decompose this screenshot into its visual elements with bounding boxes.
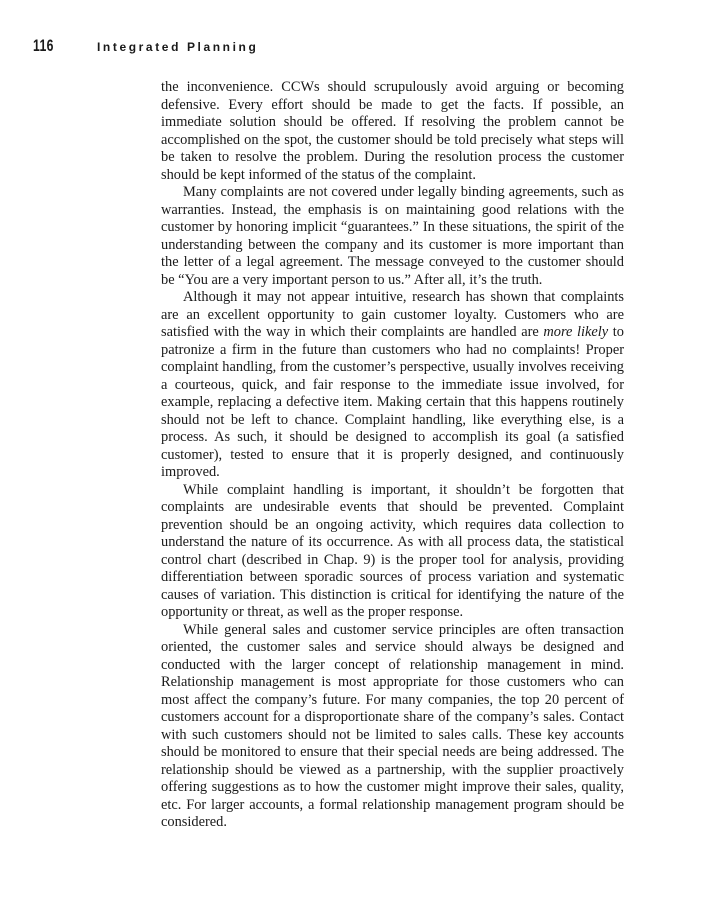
paragraph-5: While general sales and customer service principles are often transaction oriented, the customer sales and service should always be designed and conducted with the larger concept of relationship management in mind. Relationship management is most appropriate for those customers who can most affect the company’s future. For many companies, the top 20 percent of customers account for a disproportionate share of the company’s sales. Contact with such customers should not be limited to sales calls. These key accounts should be monitored to ensure that their special needs are being addressed. The relationship should be viewed as a partnership, with the supplier proactively offering suggestions as to how the customer might improve their sales, quality, etc. For larger accounts, a formal relationship management program should be considered.	[161, 621, 624, 830]
paragraph-3	[161, 289, 624, 482]
paragraph-3-part-a: Although it may not appear intuitive, research has shown that complaints are an excellent opportunity to gain customer loyalty. Customers who are satisfied with the way in which their complaints are handled are	[161, 289, 624, 340]
page-number: 116	[33, 36, 54, 55]
running-head: Integrated Planning	[97, 40, 259, 54]
paragraph-4: While complaint handling is important, it shouldn’t be forgotten that complaints are undesirable events that should be prevented. Complaint prevention should be an ongoing activity, which requires data collection to understand the nature of its occurrence. As with all process data, the statistical control chart (described in Chap. 9) is the proper tool for analysis, providing differentiation between sporadic sources of process variation and systematic causes of variation. This distinction is critical for identifying the nature of the opportunity or threat, as well as the proper response.	[161, 481, 624, 620]
page-header	[33, 36, 258, 58]
body-text	[161, 79, 624, 832]
emphasis-more-likely: more likely	[543, 324, 609, 340]
paragraph-1: the inconvenience. CCWs should scrupulously avoid arguing or becoming defensive. Every effort should be made to get the facts. If possible, an immediate solution should be offered. If resolving the problem cannot be accomplished on the spot, the customer should be told precisely what steps will be taken to resolve the problem. During the resolution process the customer should be kept informed of the status of the complaint.	[161, 79, 624, 183]
paragraph-3-part-b: to patronize a firm in the future than customers who had no complaints! Proper complaint handling, from the customer’s perspective, usually involves receiving a courteous, quick, and fair response to the immediate issue involved, for example, replacing a defective item. Making certain that this happens routinely should not be left to chance. Complaint handling, like everything else, is a process. As such, it should be designed to accomplish its goal (a satisfied customer), tested to ensure that it is properly designed, and continuously improved.	[161, 324, 624, 480]
paragraph-2: Many complaints are not covered under legally binding agreements, such as warranties. Instead, the emphasis is on maintaining good relations with the customer by honoring implicit “guarantees.” In these situations, the spirit of the understanding between the company and its customer is more important than the letter of a legal agreement. The message conveyed to the customer should be “You are a very important person to us.” After all, it’s the truth.	[161, 184, 624, 288]
